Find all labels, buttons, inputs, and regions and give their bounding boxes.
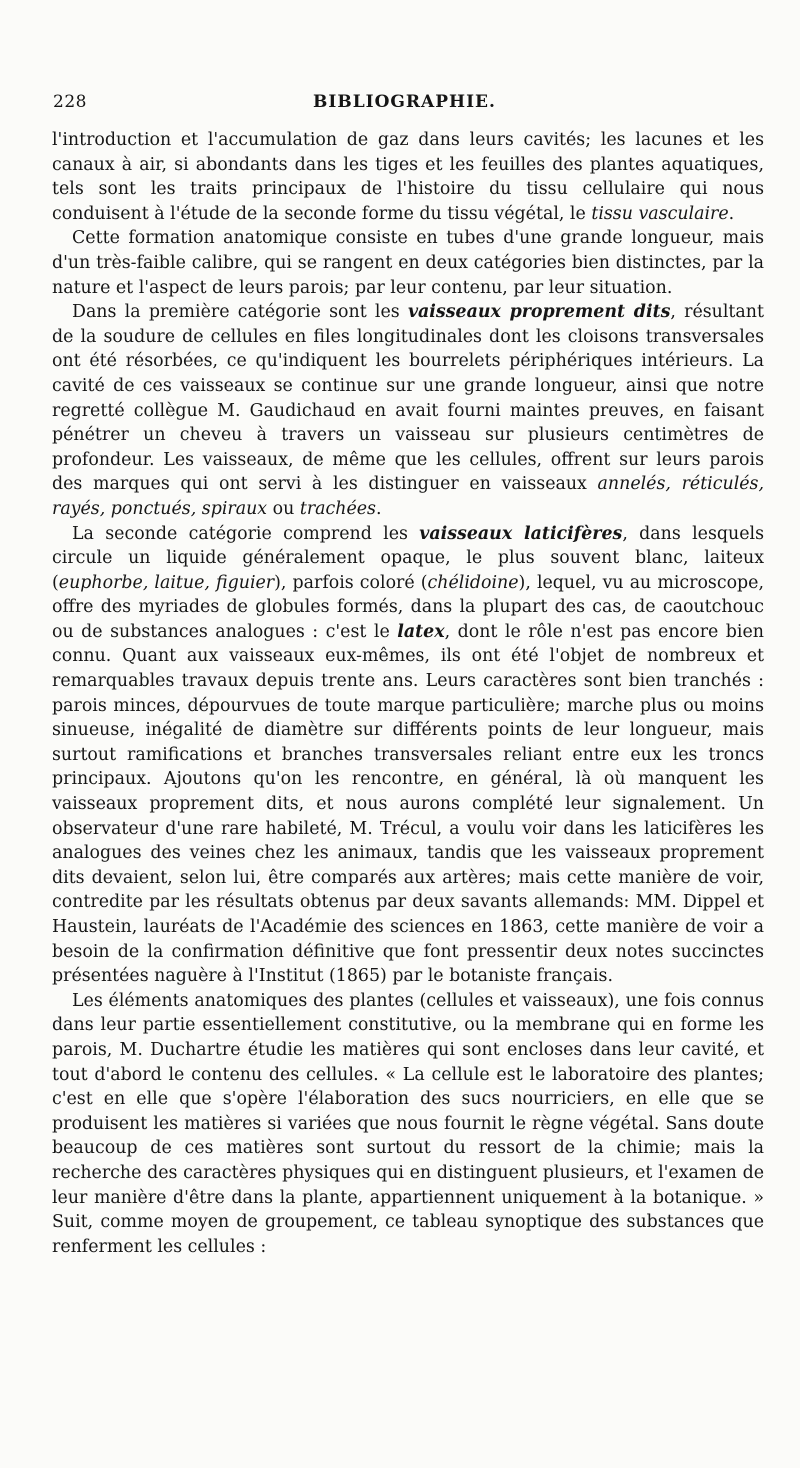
text-segment: ou <box>267 498 300 519</box>
paragraph-2 <box>52 226 764 300</box>
paragraph-4 <box>52 522 764 989</box>
text-segment: vaisseaux laticifères <box>419 523 623 544</box>
text-segment: ), lequel, vu au microscope, offre des myriades de globules formés, dans la plupart des cas, de caoutchouc ou de substances analogues : c'est le <box>52 572 765 642</box>
text-segment: La seconde catégorie comprend les <box>72 523 420 544</box>
text-segment: trachées <box>299 498 376 519</box>
text-segment: , résultant de la soudure de cellules en files longitudinales dont les cloisons transversales ont été résorbées, ce qu'indiquent les bourrelets périphériques intérieurs. La cavité de ces vaisseaux se continue sur une grande longueur, ainsi que notre regretté collègue M. Gaudichaud en avait fourni maintes preuves, en faisant pénétrer un cheveu à travers un vaisseau sur plusieurs centimètres de profondeur. Les vaisseaux, de même que les cellules, offrent sur leurs parois des marques qui ont servi à les distinguer en vaisseaux <box>52 302 764 495</box>
body-text <box>52 128 764 1259</box>
running-title: BIBLIOGRAPHIE. <box>313 92 496 112</box>
paragraph-1 <box>52 128 764 226</box>
text-segment: Cette formation anatomique consiste en tubes d'une grande longueur, mais d'un très-faible calibre, qui se rangent en deux catégories bien distinctes, par la nature et l'aspect de leurs parois; par leur contenu, par leur situation. <box>52 228 764 298</box>
text-segment: annelés, réticulés, rayés, ponctués, spiraux <box>52 474 764 519</box>
text-segment: , dont le rôle n'est pas encore bien connu. Quant aux vaisseaux eux-mêmes, ils ont été l'objet de nombreux et remarquables travaux depuis trente ans. Leurs caractères sont bien tranchés : parois minces, dépourvues de toute marque particulière; marche plus ou moins sinueuse, inégalité de diamètre sur différents points de leur longueur, mais surtout ramifications et branches transversales reliant entre eux les troncs principaux. Ajoutons qu'on les rencontre, en général, là où manquent les vaisseaux proprement dits, et nous aurons complété leur signalement. Un observateur d'une rare habileté, M. Trécul, a voulu voir dans les laticifères les analogues des veines chez les animaux, tandis que les vaisseaux proprement dits devaient, selon lui, être comparés aux artères; mais cette manière de voir, contredite par les résultats obtenus par deux savants allemands: MM. Dippel et Haustein, lauréats de l'Académie des sciences en 1863, cette manière de voir a besoin de la confirmation définitive que font pressentir deux notes succinctes présentées naguère à l'Institut (1865) par le botaniste français. <box>52 621 764 987</box>
text-segment: l'introduction et l'accumulation de gaz dans leurs cavités; les lacunes et les canaux à air, si abondants dans les tiges et les feuilles des plantes aquatiques, tels sont les traits principaux de l'histoire du tissu cellulaire qui nous conduisent à l'étude de la seconde forme du tissu végétal, le <box>52 130 764 224</box>
text-segment: Les éléments anatomiques des plantes (cellules et vaisseaux), une fois connus dans leur partie essentiellement constitutive, ou la membrane qui en forme les parois, M. Duchartre étudie les matières qui sont encloses dans leur cavité, et tout d'abord le contenu des cellules. « La cellule est le laboratoire des plantes; c'est en elle que s'opère l'élaboration des sucs nourriciers, en elle que se produisent les matières si variées que nous fournit le règne végétal. Sans doute beaucoup de ces matières sont surtout du ressort de la chimie; mais la recherche des caractères physiques qui en distinguent plusieurs, et l'examen de leur manière d'être dans la plante, appartiennent uniquement à la botanique. » Suit, comme moyen de groupement, ce tableau synoptique des substances que renferment les cellules : <box>52 990 764 1257</box>
text-segment: tissu vasculaire <box>591 203 729 224</box>
text-segment: . <box>375 498 382 519</box>
text-segment: , dans lesquels circule un liquide généralement opaque, le plus souvent blanc, laiteux ( <box>52 523 764 593</box>
text-segment: chélidoine <box>427 572 519 593</box>
paragraph-3 <box>52 300 764 521</box>
page-number: 228 <box>53 92 87 112</box>
text-segment: Dans la première catégorie sont les <box>72 302 408 323</box>
text-segment: vaisseaux proprement dits <box>407 302 671 323</box>
text-segment: euphorbe, laitue, figuier <box>58 572 275 593</box>
text-segment: ), parfois coloré ( <box>274 572 428 593</box>
running-head <box>53 92 753 116</box>
paragraph-5 <box>52 989 764 1260</box>
text-segment: latex <box>397 621 445 642</box>
text-segment: . <box>728 203 735 224</box>
